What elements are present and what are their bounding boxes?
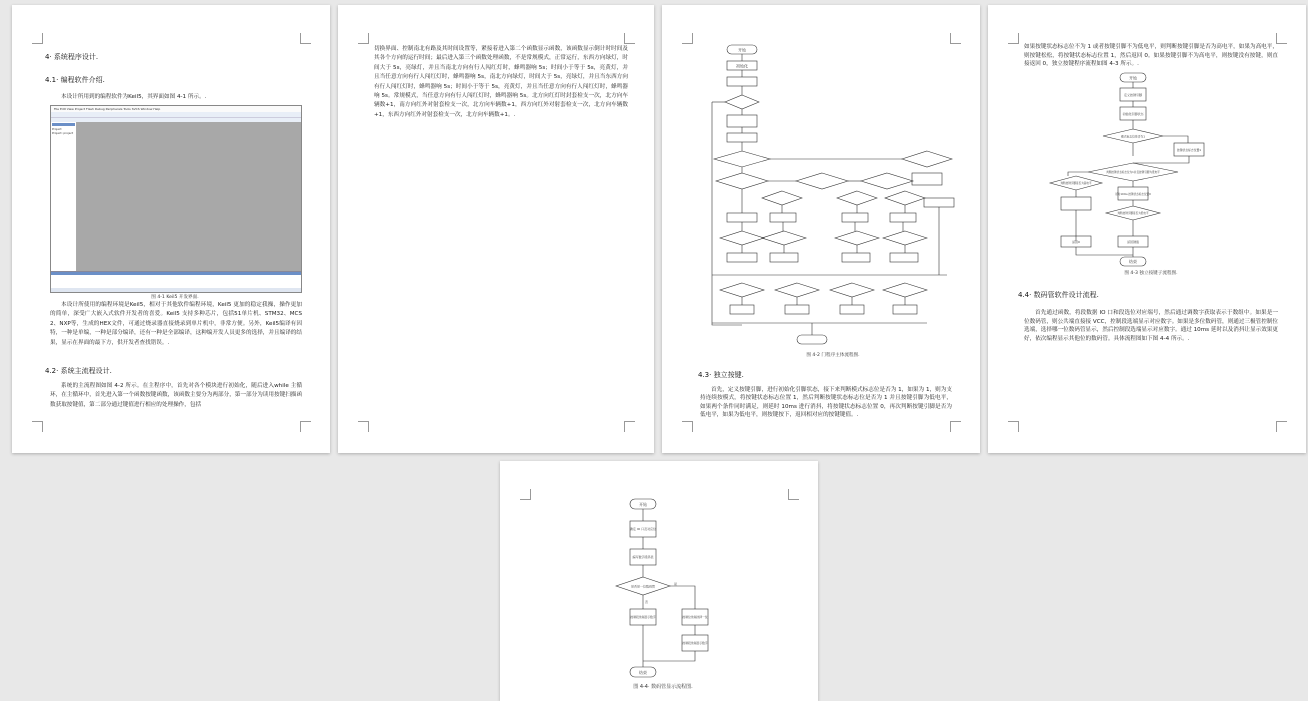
document-page-3: [662, 5, 980, 453]
ide-build-output: [51, 271, 301, 288]
flowchart-label: 控制段选端显示数字: [630, 615, 656, 619]
flowchart-label: 返回0: [1072, 240, 1080, 244]
flowchart-process-node: [840, 305, 864, 314]
paragraph: 如果按键状态标志位不为 1 或者按键引脚不为低电平，则判断按键引脚是否为高电平，如果为高电平，则按键松松，将按键状态标志位置 1，然后返回 0。如果按键引脚不为高电平，则按键没有按键，则直接返回 0，独立按键程序流程如图 4-3 所示。.: [1024, 44, 1278, 68]
flowchart-decision-node: [837, 191, 877, 205]
flowchart-label: 结束: [639, 670, 647, 675]
flowchart-label: 判断按键引脚是否为低电平: [1117, 212, 1149, 215]
segment-display-flowchart: [610, 497, 720, 687]
document-page-2: [338, 5, 654, 453]
crop-mark: [788, 489, 799, 500]
flowchart-decision-node: [796, 173, 848, 189]
flowchart-process-node: [727, 253, 757, 262]
flowchart-label: 初始化引脚状态: [1122, 112, 1144, 116]
paragraph: 首先，定义按键引脚，进行初始化引脚状态，接下来判断模式标志位是否为 1，如果为 1，则为支持连续按模式，将按键状态标志位置 1，然后判断按键状态标志位是否为 1 并且按键引脚为低电平，如果两个条件同时满足，则延时 10ms 进行消抖，将按键状态标志位置 0，再次判断按键引脚是否为低电平，如果为低电平，则按键按下，返回相对应的按键键值。.: [700, 387, 952, 419]
flowchart-decision-node: [720, 231, 764, 245]
flowchart-start-label: 开始: [738, 47, 746, 53]
figure-caption: 图 4-3 独立按键子流程图.: [1124, 271, 1178, 276]
ide-status-bar: [51, 288, 301, 292]
flowchart-decision-node: [830, 283, 874, 297]
flowchart-label: 控制位选端选择一位: [682, 615, 708, 619]
flowchart-end-node: [797, 335, 827, 344]
section-heading-4-3: 4.3· 独立按键.: [698, 371, 744, 379]
ide-editor-area: [77, 122, 301, 272]
flowchart-process-node: [890, 213, 916, 222]
crop-mark: [1276, 421, 1287, 432]
document-page-1: [12, 5, 330, 453]
crop-mark: [520, 489, 531, 500]
section-heading-4-1: 4.1· 编程软件介绍.: [45, 76, 105, 84]
flowchart-process-node: [893, 305, 917, 314]
crop-mark: [624, 421, 635, 432]
paragraph: 切换界面、控制南北有路及其时间设置等，紧接着进入第二个函数显示函数，该函数显示倒计时时间及其各个方向的运行时间；最后进入第三个函数处理函数，不是常规模式，正常运行，东西方向绿灯，时间大于 5s，亮绿灯，并且当南北方向有行人闯红灯时，蜂鸣器响 5s；时间小于等于 5s，亮黄灯，并且当任意方向有行人闯红灯时，蜂鸣器响 5s，南北方向绿灯，时间大于 5s，亮绿灯，并且当东西方向有行人闯红灯时，蜂鸣器响 5s；时间小于等于 5s，亮黄灯，并且当任意方向有行人闯红灯时，蜂鸣器响 5s。常规模式，当任意方向有行人闯红灯时，蜂鸣器响 5s。北方向红灯时封套检支一次，北方向车辆数+1，南方向红外对射套检支一次，北方向车辆数+1，西方向红外对射套检支一次，北方向车辆数+1，东西方向红外对射套检支一次，北方向车辆数+1。.: [374, 46, 628, 118]
flowchart-decision-node: [902, 151, 952, 167]
flowchart-decision-node: [835, 231, 879, 245]
section-heading-4-4: 4.4· 数码管软件设计流程.: [1018, 291, 1099, 299]
flowchart-decision-node: [762, 191, 802, 205]
flowchart-label: 开始: [639, 502, 647, 507]
key-subroutine-flowchart: [1048, 71, 1248, 271]
paragraph: 本设计所使用的编程环境是Keil5，相对于其他软件编程环境，Keil5 更加的稳定我操，操作更加的简单，深受广大嵌入式软件开发者的喜爱。Keil5 支持多种芯片，包括51单片机、STM32、MCS2、NXP等，生成的HEX文件，可通过烧录器直接烧录到单片机中，非常方便。另外，Keil5编译有因特，一种是单编，一种是部分编译，还有一种是全部编译，这种编开发人员更多的选择，并且编译的结果，显示在界面的最下方，供开发者查找错误。.: [50, 302, 302, 346]
crop-mark: [358, 421, 369, 432]
flowchart-process-node: [785, 305, 809, 314]
flowchart-process-node: [770, 213, 796, 222]
crop-mark: [950, 421, 961, 432]
crop-mark: [682, 421, 693, 432]
crop-mark: [300, 421, 311, 432]
flowchart-process-node: [730, 305, 754, 314]
flowchart-process-node: [912, 173, 942, 185]
flowchart-decision-node: [775, 283, 819, 297]
flowchart-label: 判断按键引脚是否为高电平: [1060, 182, 1092, 185]
flowchart-branch-label: 是: [674, 582, 678, 586]
flowchart-process-node: [842, 213, 868, 222]
flowchart-decision-node: [885, 191, 925, 205]
flowchart-label: 判断按键状态标志位为1并且按键引脚为低电平: [1106, 171, 1160, 174]
flowchart-init-label: 初始化: [736, 63, 748, 69]
ide-menu-bar: File Edit View Project Flash Debug Peripherals Tools SVCS Window Help: [51, 106, 301, 112]
crop-mark: [682, 33, 693, 44]
figure-caption: 图 4-1 Keil5 开发界面.: [151, 295, 199, 300]
flowchart-label: 是否是一位数码管: [630, 584, 656, 589]
flowchart-label: 控制段选端显示数字: [682, 641, 708, 645]
flowchart-label: 确定 IO 口及对应位: [629, 527, 657, 531]
keil5-screenshot: [50, 105, 302, 293]
figure-caption: 图 4-4· 数码管显示流程图.: [633, 684, 693, 690]
flowchart-decision-node: [725, 95, 759, 109]
flowchart-process-node: [890, 253, 918, 262]
flowchart-decision-node: [716, 173, 768, 189]
document-page-5: [500, 461, 818, 701]
flowchart-label: 开始: [1129, 75, 1137, 81]
section-heading-4-2: 4.2· 系统主流程设计.: [45, 367, 112, 375]
flowchart-label: 按键状态标志位置1: [1176, 148, 1202, 152]
flowchart-decision-node: [762, 231, 806, 245]
ide-project-label: Project: [52, 127, 62, 131]
crop-mark: [32, 33, 43, 44]
crop-mark: [624, 33, 635, 44]
paragraph: 系统的主流程图如图 4-2 所示。在主程序中，首先对各个模块进行初始化，随后进入while 主循环，在主循环中，首先进入第一个函数按键函数，该函数主要分为两部分，第一部分为读用按键扫描函数获取按键值，第二部分通过键值进行相应的处理操作，包括: [50, 383, 302, 408]
crop-mark: [32, 421, 43, 432]
flowchart-label: 结束: [1129, 259, 1137, 264]
flowchart-process-node: [727, 133, 757, 142]
flowchart-label: 编写数字段码表: [632, 555, 654, 559]
paragraph: 首先通过函数，将段数据 IO 口和段选位对应端号，然后通过调数字获取表示于数组中。如果是一位数码管，则公共端直接接 VCC，控制段选端显示对应数字。如果是多位数码管，则通过三极管控制位选端，选择哪一位数码管显示，然后控制段选端显示对应数字。通过 10ms 延时以及消抖让显示效果更好，依次编程显示其他位的数码管。具体流程图如下图 4-4 所示。.: [1024, 310, 1278, 342]
figure-caption: 图 4-2 门程序主体流程图.: [806, 353, 860, 358]
flowchart-decision-node: [883, 283, 927, 297]
flowchart-process-node: [842, 253, 870, 262]
main-program-flowchart: [702, 43, 964, 349]
flowchart-process-node: [770, 253, 798, 262]
flowchart-decision-node: [883, 231, 927, 245]
flowchart-label: 定义按键引脚: [1123, 93, 1143, 97]
flowchart-process-node: [1061, 197, 1091, 210]
flowchart-label: 延时10ms 按键状态标志位置0: [1115, 193, 1151, 196]
ide-project-item: Project: project: [52, 131, 74, 135]
document-page-4: [988, 5, 1306, 453]
flowchart-decision-node: [861, 173, 913, 189]
flowchart-label: 模式标志位是否为1: [1120, 134, 1146, 139]
flowchart-decision-node: [714, 151, 770, 167]
flowchart-branch-label: 否: [645, 600, 649, 604]
crop-mark: [1008, 421, 1019, 432]
flowchart-process-node: [727, 213, 757, 222]
chapter-heading: 4· 系统程序设计.: [45, 53, 99, 61]
paragraph: 本设计所用到的编程软件为Keil5，其界面如图 4-1 所示。.: [61, 94, 207, 100]
flowchart-process-node: [924, 198, 954, 207]
flowchart-decision-node: [720, 283, 764, 297]
flowchart-process-node: [727, 115, 757, 127]
flowchart-label: 返回键值: [1126, 240, 1140, 244]
flowchart-process-node: [727, 77, 757, 86]
crop-mark: [1008, 33, 1019, 44]
ide-project-panel: [51, 122, 77, 272]
crop-mark: [300, 33, 311, 44]
crop-mark: [358, 33, 369, 44]
